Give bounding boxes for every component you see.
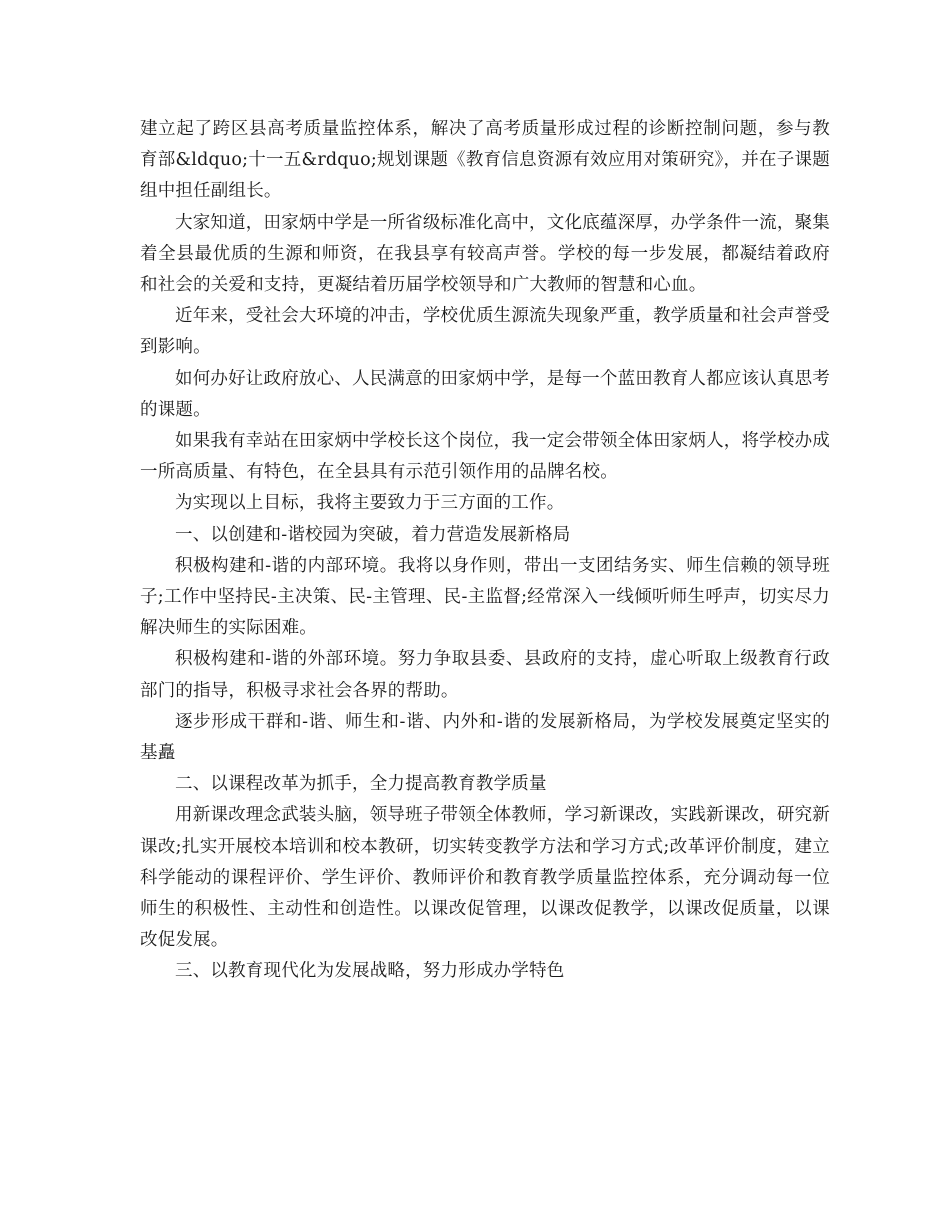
paragraph: 积极构建和-谐的外部环境。努力争取县委、县政府的支持，虚心听取上级教育行政部门的指导，积极寻求社会各界的帮助。 xyxy=(140,649,830,701)
paragraph: 近年来，受社会大环境的冲击，学校优质生源流失现象严重，教学质量和社会声誉受到影响。 xyxy=(140,306,830,358)
section-heading: 三、以教育现代化为发展战略，努力形成办学特色 xyxy=(175,961,565,982)
paragraph: 积极构建和-谐的内部环境。我将以身作则，带出一支团结务实、师生信赖的领导班子;工作中坚持民-主决策、民-主管理、民-主监督;经常深入一线倾听师生呼声，切实尽力解决师生的实际困难。 xyxy=(140,555,830,639)
paragraph: 用新课改理念武装头脑，领导班子带领全体教师，学习新课改，实践新课改，研究新课改;扎实开展校本培训和校本教研，切实转变教学方法和学习方式;改革评价制度，建立科学能动的课程评价、学生评价、教师评价和教育教学质量监控体系，充分调动每一位师生的积极性、主动性和创造性。以课改促管理，以课改促教学，以课改促质量，以课改促发展。 xyxy=(140,805,830,951)
paragraph-continued: 建立起了跨区县高考质量监控体系，解决了高考质量形成过程的诊断控制问题，参与教育部&ldquo;十一五&rdquo;规划课题《教育信息资源有效应用对策研究》，并在子课题组中担任副组长。 xyxy=(140,119,830,202)
paragraph: 如何办好让政府放心、人民满意的田家炳中学，是每一个蓝田教育人都应该认真思考的课题。 xyxy=(140,368,830,420)
section-heading: 二、以课程改革为抓手，全力提高教育教学质量 xyxy=(175,774,547,795)
section-heading: 一、以创建和-谐校园为突破，着力营造发展新格局 xyxy=(175,524,571,545)
paragraph: 为实现以上目标，我将主要致力于三方面的工作。 xyxy=(175,493,565,514)
document-body xyxy=(140,114,830,988)
paragraph: 如果我有幸站在田家炳中学校长这个岗位，我一定会带领全体田家炳人，将学校办成一所高质量、有特色，在全县具有示范引领作用的品牌名校。 xyxy=(140,431,830,483)
paragraph: 逐步形成干群和-谐、师生和-谐、内外和-谐的发展新格局，为学校发展奠定坚实的基矗 xyxy=(140,711,830,764)
paragraph: 大家知道，田家炳中学是一所省级标准化高中，文化底蕴深厚，办学条件一流，聚集着全县最优质的生源和师资，在我县享有较高声誉。学校的每一步发展，都凝结着政府和社会的关爱和支持，更凝结着历届学校领导和广大教师的智慧和心血。 xyxy=(140,212,830,296)
